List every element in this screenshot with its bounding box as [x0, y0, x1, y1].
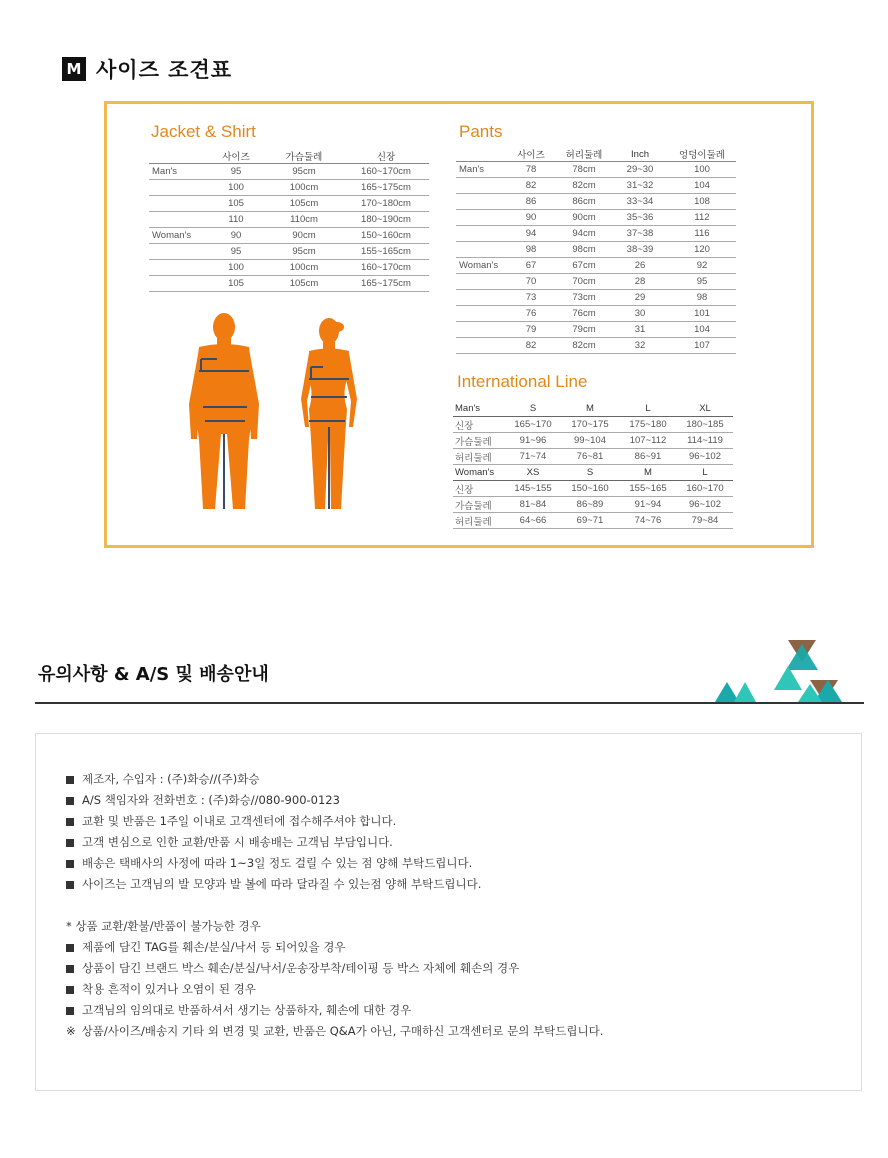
notice-item	[66, 811, 481, 832]
table-cell: 67cm	[556, 258, 612, 274]
table-cell: 92	[668, 258, 736, 274]
table-cell: 105	[207, 196, 265, 212]
table-cell: L	[677, 465, 733, 481]
table-cell: 150~160cm	[343, 228, 429, 244]
notice-item	[66, 958, 603, 979]
table-cell: 155~165cm	[343, 244, 429, 260]
row-group-label	[149, 260, 207, 276]
pants-size-table	[456, 147, 736, 354]
column-header: 사이즈	[506, 147, 556, 162]
row-group-label	[149, 180, 207, 196]
table-cell: 94	[506, 226, 556, 242]
table-cell: 29	[612, 290, 668, 306]
table-cell: 86~89	[561, 497, 619, 513]
square-bullet-icon	[66, 1007, 74, 1015]
row-group-label	[149, 196, 207, 212]
intl-title: International Line	[457, 372, 588, 391]
table-cell: 160~170cm	[343, 164, 429, 180]
table-cell: 30	[612, 306, 668, 322]
notice-text: 착용 흔적이 있거나 오염이 된 경우	[82, 982, 256, 996]
table-cell: 100	[207, 180, 265, 196]
table-row	[453, 481, 733, 497]
table-cell: 120	[668, 242, 736, 258]
row-group-label	[456, 322, 506, 338]
table-cell: 170~175	[561, 417, 619, 433]
notice-divider	[35, 702, 864, 704]
table-row	[149, 164, 429, 180]
row-label: 가슴둘레	[453, 433, 505, 449]
table-cell: 31	[612, 322, 668, 338]
table-cell: 95	[207, 164, 265, 180]
notice-item	[66, 769, 481, 790]
square-bullet-icon	[66, 797, 74, 805]
notice-text: 교환 및 반품은 1주일 이내로 고객센터에 접수해주셔야 합니다.	[82, 814, 397, 828]
notice-item	[66, 937, 603, 958]
row-group-label	[456, 178, 506, 194]
table-row	[456, 290, 736, 306]
row-label: Woman's	[453, 465, 505, 481]
triangle-decoration-icon	[710, 636, 845, 704]
table-cell: 82cm	[556, 178, 612, 194]
table-cell: 101	[668, 306, 736, 322]
table-cell: 82	[506, 178, 556, 194]
body-measurement-illustration	[177, 309, 377, 519]
table-cell: 98	[668, 290, 736, 306]
table-cell: 95cm	[265, 164, 343, 180]
row-label: Man's	[453, 401, 505, 417]
size-chart-panel	[104, 101, 814, 548]
table-row	[453, 433, 733, 449]
row-group-label	[456, 306, 506, 322]
table-cell: L	[619, 401, 677, 417]
square-bullet-icon	[66, 818, 74, 826]
row-group-label	[456, 290, 506, 306]
table-row	[149, 196, 429, 212]
square-bullet-icon	[66, 839, 74, 847]
table-cell: 29~30	[612, 162, 668, 178]
notice-list-exceptions	[66, 916, 603, 1042]
notice-item	[66, 853, 481, 874]
table-cell: 100	[668, 162, 736, 178]
row-label: 신장	[453, 481, 505, 497]
notice-text: 고객 변심으로 인한 교환/반품 시 배송배는 고객님 부담입니다.	[82, 835, 393, 849]
table-cell: 76~81	[561, 449, 619, 465]
table-cell: 79cm	[556, 322, 612, 338]
row-group-label: Woman's	[456, 258, 506, 274]
table-row	[149, 180, 429, 196]
table-cell: 81~84	[505, 497, 561, 513]
row-group-label: Man's	[456, 162, 506, 178]
table-cell: 76cm	[556, 306, 612, 322]
table-cell: XL	[677, 401, 733, 417]
table-row	[149, 228, 429, 244]
table-cell: 95	[207, 244, 265, 260]
table-row	[453, 513, 733, 529]
table-cell: 180~190cm	[343, 212, 429, 228]
table-cell: 165~170	[505, 417, 561, 433]
table-cell: 98cm	[556, 242, 612, 258]
international-size-table	[453, 401, 733, 529]
jacket-title: Jacket & Shirt	[151, 122, 256, 141]
row-group-label	[149, 212, 207, 228]
table-cell: 160~170cm	[343, 260, 429, 276]
table-cell: 95cm	[265, 244, 343, 260]
table-row	[456, 226, 736, 242]
table-cell: 110	[207, 212, 265, 228]
table-cell: 107	[668, 338, 736, 354]
notice-item	[66, 790, 481, 811]
table-cell: 76	[506, 306, 556, 322]
table-cell: 96~102	[677, 497, 733, 513]
notice-text: 제품에 담긴 TAG를 훼손/분실/낙서 등 되어있을 경우	[82, 940, 346, 954]
notice-text: 제조자, 수입자 : (주)화승//(주)화승	[82, 772, 260, 786]
row-label: 허리둘레	[453, 513, 505, 529]
table-cell: 86	[506, 194, 556, 210]
table-cell: 155~165	[619, 481, 677, 497]
table-cell: 78cm	[556, 162, 612, 178]
table-cell: 100	[207, 260, 265, 276]
table-cell: 31~32	[612, 178, 668, 194]
row-group-label	[456, 338, 506, 354]
notice-item	[66, 874, 481, 895]
table-cell: 37~38	[612, 226, 668, 242]
table-cell: 33~34	[612, 194, 668, 210]
table-cell: 70cm	[556, 274, 612, 290]
table-cell: 73	[506, 290, 556, 306]
table-cell: 145~155	[505, 481, 561, 497]
table-cell: 105	[207, 276, 265, 292]
table-row	[453, 449, 733, 465]
square-bullet-icon	[66, 881, 74, 889]
row-group-label	[456, 242, 506, 258]
table-row	[456, 178, 736, 194]
table-cell: 79	[506, 322, 556, 338]
column-header: Inch	[612, 147, 668, 162]
table-cell: 91~94	[619, 497, 677, 513]
table-cell: 90	[207, 228, 265, 244]
table-row	[149, 260, 429, 276]
table-cell: 86~91	[619, 449, 677, 465]
table-cell: 70	[506, 274, 556, 290]
table-cell: 180~185	[677, 417, 733, 433]
table-row	[456, 194, 736, 210]
table-cell: 64~66	[505, 513, 561, 529]
row-group-label	[456, 226, 506, 242]
row-group-label	[456, 274, 506, 290]
table-cell: 71~74	[505, 449, 561, 465]
square-bullet-icon	[66, 860, 74, 868]
table-cell: 67	[506, 258, 556, 274]
row-group-label	[149, 244, 207, 260]
table-row	[456, 258, 736, 274]
table-row	[456, 162, 736, 178]
notice-list-general	[66, 769, 481, 895]
table-cell: 90cm	[556, 210, 612, 226]
footnote	[66, 1021, 603, 1042]
notice-item	[66, 1000, 603, 1021]
table-cell: M	[561, 401, 619, 417]
notice-text: 상품이 담긴 브랜드 박스 훼손/분실/낙서/운송장부착/테이핑 등 박스 자체에 훼손의 경우	[82, 961, 520, 975]
table-cell: 107~112	[619, 433, 677, 449]
table-cell: 99~104	[561, 433, 619, 449]
table-cell: 95	[668, 274, 736, 290]
table-cell: 82	[506, 338, 556, 354]
notice-text: 고객님의 임의대로 반품하셔서 생기는 상품하자, 훼손에 대한 경우	[82, 1003, 412, 1017]
size-chart-header	[62, 54, 232, 84]
table-cell: 79~84	[677, 513, 733, 529]
column-header: 허리둘레	[556, 147, 612, 162]
table-cell: M	[619, 465, 677, 481]
notice-text: 배송은 택배사의 사정에 따라 1~3일 정도 걸릴 수 있는 점 양해 부탁드립니다.	[82, 856, 473, 870]
table-cell: 78	[506, 162, 556, 178]
reference-mark: ※	[66, 1024, 76, 1038]
table-row	[453, 497, 733, 513]
exceptions-heading: * 상품 교환/환불/반품이 불가능한 경우	[66, 919, 261, 933]
table-cell: 98	[506, 242, 556, 258]
table-cell: 73cm	[556, 290, 612, 306]
m-badge: M	[62, 57, 86, 81]
table-cell: 104	[668, 322, 736, 338]
table-row	[456, 306, 736, 322]
table-cell: 100cm	[265, 260, 343, 276]
row-group-label	[456, 210, 506, 226]
table-row	[456, 322, 736, 338]
square-bullet-icon	[66, 986, 74, 994]
table-cell: 165~175cm	[343, 276, 429, 292]
footnote-text: 상품/사이즈/배송지 기타 외 변경 및 교환, 반품은 Q&A가 아닌, 구매하신 고객센터로 문의 부탁드립니다.	[81, 1024, 604, 1038]
row-group-label	[456, 194, 506, 210]
table-row	[456, 274, 736, 290]
table-row	[149, 244, 429, 260]
table-cell: 104	[668, 178, 736, 194]
table-row	[453, 465, 733, 481]
table-cell: 32	[612, 338, 668, 354]
table-row	[149, 212, 429, 228]
row-group-label	[149, 276, 207, 292]
table-cell: 86cm	[556, 194, 612, 210]
column-header: 엉덩이둘레	[668, 147, 736, 162]
notice-text: A/S 책임자와 전화번호 : (주)화승//080-900-0123	[82, 793, 340, 807]
table-row	[149, 276, 429, 292]
table-cell: 116	[668, 226, 736, 242]
column-header: 사이즈	[207, 149, 265, 164]
table-cell: 105cm	[265, 196, 343, 212]
notice-title: 유의사항 & A/S 및 배송안내	[38, 664, 269, 685]
table-cell: 108	[668, 194, 736, 210]
table-row	[456, 210, 736, 226]
table-cell: 82cm	[556, 338, 612, 354]
table-cell: S	[561, 465, 619, 481]
table-cell: 74~76	[619, 513, 677, 529]
pants-title: Pants	[459, 122, 503, 141]
notice-item	[66, 979, 603, 1000]
table-cell: S	[505, 401, 561, 417]
table-cell: 110cm	[265, 212, 343, 228]
column-header: 신장	[343, 149, 429, 164]
square-bullet-icon	[66, 965, 74, 973]
row-label: 신장	[453, 417, 505, 433]
table-cell: 26	[612, 258, 668, 274]
table-cell: 150~160	[561, 481, 619, 497]
square-bullet-icon	[66, 776, 74, 784]
table-cell: 112	[668, 210, 736, 226]
table-cell: 160~170	[677, 481, 733, 497]
table-row	[453, 401, 733, 417]
table-cell: 105cm	[265, 276, 343, 292]
table-cell: 35~36	[612, 210, 668, 226]
row-group-label: Woman's	[149, 228, 207, 244]
table-cell: 94cm	[556, 226, 612, 242]
table-cell: 165~175cm	[343, 180, 429, 196]
table-cell: 170~180cm	[343, 196, 429, 212]
table-cell: 114~119	[677, 433, 733, 449]
square-bullet-icon	[66, 944, 74, 952]
column-header: 가슴둘레	[265, 149, 343, 164]
table-cell: 91~96	[505, 433, 561, 449]
table-row	[456, 338, 736, 354]
row-label: 허리둘레	[453, 449, 505, 465]
table-cell: 69~71	[561, 513, 619, 529]
table-cell: 28	[612, 274, 668, 290]
table-row	[453, 417, 733, 433]
jacket-size-table	[149, 149, 429, 292]
table-cell: 90	[506, 210, 556, 226]
notice-item	[66, 832, 481, 853]
table-cell: XS	[505, 465, 561, 481]
page-title: 사이즈 조견표	[96, 58, 233, 82]
table-cell: 38~39	[612, 242, 668, 258]
table-cell: 90cm	[265, 228, 343, 244]
notice-text: 사이즈는 고객님의 발 모양과 발 볼에 따라 달라질 수 있는점 양해 부탁드립니다.	[82, 877, 482, 891]
table-cell: 175~180	[619, 417, 677, 433]
table-cell: 100cm	[265, 180, 343, 196]
table-cell: 96~102	[677, 449, 733, 465]
row-label: 가슴둘레	[453, 497, 505, 513]
row-group-label: Man's	[149, 164, 207, 180]
table-row	[456, 242, 736, 258]
